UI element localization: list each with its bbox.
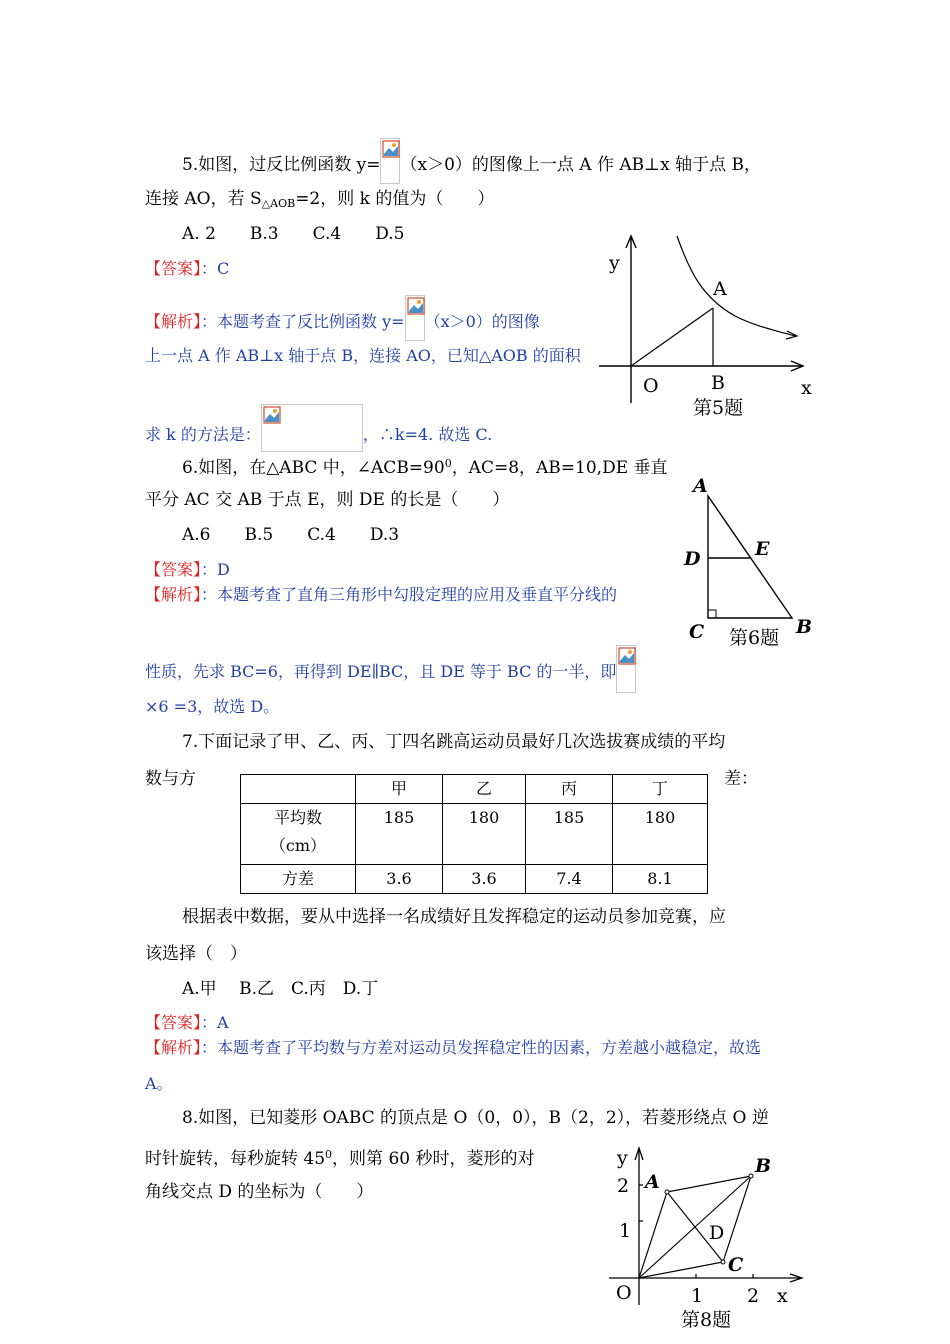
y-label: y xyxy=(617,1147,628,1169)
table-cell: 185 xyxy=(526,804,613,865)
q5-stem-b: （x＞0）的图像上一点 A 作 AB⊥x 轴于点 B， xyxy=(400,155,762,175)
q5-analysis-a: ：本题考查了反比例函数 y= xyxy=(201,312,405,331)
table-header-cell: 丙 xyxy=(526,775,613,804)
point-b-label: B xyxy=(755,1155,772,1177)
point-e-label: E xyxy=(755,538,770,560)
table-cell: 3.6 xyxy=(356,865,443,894)
q7-analysis-line2: A。 xyxy=(145,1074,173,1093)
point-b-label: B xyxy=(796,616,813,638)
q5-analysis-line2: 上一点 A 作 AB⊥x 轴于点 B，连接 AO，已知△AOB 的面积 xyxy=(145,346,581,365)
table-header-cell: 甲 xyxy=(356,775,443,804)
q5-analysis-line1 xyxy=(145,295,540,341)
q5-analysis-d: ，∴k=4. 故选 C. xyxy=(362,425,493,444)
q5-answer-text: ：C xyxy=(201,259,230,278)
broken-image-icon xyxy=(407,297,425,315)
score-table xyxy=(240,774,708,894)
q7-answer xyxy=(145,1012,229,1034)
figure-8 xyxy=(605,1140,805,1334)
point-c-label: C xyxy=(728,1254,744,1276)
q6-answer-tag: 【答案】 xyxy=(145,560,202,579)
point-b-dot xyxy=(749,1174,753,1178)
q5-stem-d: =2，则 k 的值为（ ） xyxy=(295,189,495,209)
q6-analysis-line1 xyxy=(145,584,617,606)
q5-answer xyxy=(145,258,229,280)
q6-answer-text: ：D xyxy=(201,560,230,579)
q7-answer-text: ：A xyxy=(201,1013,229,1032)
formula-image-placeholder xyxy=(616,645,636,693)
figure-8-caption: 第8题 xyxy=(681,1309,732,1331)
figure-6-caption: 第6题 xyxy=(729,627,780,649)
broken-image-icon xyxy=(618,647,636,665)
table-header-row xyxy=(241,775,708,804)
x-label: x xyxy=(777,1285,788,1307)
figure-5 xyxy=(595,228,820,423)
q6-analysis-line2 xyxy=(145,645,636,693)
q8-stem-line3: 角线交点 D 的坐标为（ ） xyxy=(145,1182,374,1202)
point-a-label: A xyxy=(713,278,727,300)
point-d-label: D xyxy=(709,1222,725,1244)
y-tick-label-1: 1 xyxy=(619,1220,632,1242)
q8-stem-b: ，则第 60 秒时，菱形的对 xyxy=(332,1149,535,1169)
q5-stem-line2 xyxy=(145,188,494,215)
table-row xyxy=(241,865,708,894)
table-row-label xyxy=(241,804,356,865)
table-row xyxy=(241,804,708,865)
row-label-line2: （cm） xyxy=(269,836,327,855)
q8-stem-line2 xyxy=(145,1144,535,1170)
q7-stem-line2a: 数与方 xyxy=(145,769,196,789)
formula-image-placeholder xyxy=(405,295,425,341)
figure-5-caption: 第5题 xyxy=(693,397,744,419)
table-header-cell: 丁 xyxy=(613,775,708,804)
q7-analysis-tag: 【解析】 xyxy=(145,1038,202,1057)
q7-answer-tag: 【答案】 xyxy=(145,1013,202,1032)
q5-analysis-line3 xyxy=(145,404,492,452)
q6-options: A.6 B.5 C.4 D.3 xyxy=(182,525,400,545)
origin-label: O xyxy=(643,375,659,397)
q5-options: A. 2 B.3 C.4 D.5 xyxy=(182,224,405,244)
q6-stem-b: ，AC=8，AB=10,DE 垂直 xyxy=(451,458,668,478)
origin-label: O xyxy=(616,1282,632,1304)
q5-stem-line1 xyxy=(182,138,761,184)
q5-stem-c: 连接 AO，若 S xyxy=(145,189,262,209)
q6-superscript: 0 xyxy=(444,457,452,470)
q7-stem-line3: 根据表中数据，要从中选择一名成绩好且发挥稳定的运动员参加竞赛，应 xyxy=(182,907,726,927)
formula-image-placeholder xyxy=(380,138,400,184)
q8-stem-line1: 8.如图，已知菱形 OABC 的顶点是 O（0，0），B（2，2），若菱形绕点 O 逆 xyxy=(182,1108,769,1128)
point-c-dot xyxy=(721,1260,725,1264)
q5-analysis-b: （x＞0）的图像 xyxy=(424,312,540,331)
q5-analysis-c: 求 k 的方法是： xyxy=(145,425,261,444)
point-a-dot xyxy=(665,1190,669,1194)
q7-analysis-line1 xyxy=(145,1037,761,1059)
q8-stem-a: 时针旋转，每秒旋转 45 xyxy=(145,1149,326,1169)
q6-stem-line1 xyxy=(182,453,668,479)
segment-ao xyxy=(631,308,713,366)
right-angle-icon xyxy=(708,610,716,618)
q5-answer-tag: 【答案】 xyxy=(145,259,202,278)
q6-answer xyxy=(145,559,230,581)
figure-6 xyxy=(680,470,820,650)
table-cell: 3.6 xyxy=(443,865,526,894)
table-cell: 180 xyxy=(443,804,526,865)
row-label-line1: 平均数 xyxy=(273,808,322,827)
q5-stem-a: 5.如图，过反比例函数 y= xyxy=(182,155,381,175)
q5-analysis-tag: 【解析】 xyxy=(145,312,202,331)
q6-analysis-a: ：本题考查了直角三角形中勾股定理的应用及垂直平分线的 xyxy=(201,585,618,604)
table-cell: 185 xyxy=(356,804,443,865)
q6-stem-a: 6.如图，在△ABC 中，∠ACB=90 xyxy=(182,458,445,478)
y-label: y xyxy=(609,252,620,274)
table-header-cell: 乙 xyxy=(443,775,526,804)
table-cell: 180 xyxy=(613,804,708,865)
point-c-label: C xyxy=(689,621,705,643)
q8-superscript: 0 xyxy=(325,1148,333,1161)
table-row-label: 方差 xyxy=(241,865,356,894)
q6-analysis-b: 性质，先求 BC=6，再得到 DE∥BC，且 DE 等于 BC 的一半，即 xyxy=(145,662,617,681)
q7-stem-line2b: 差： xyxy=(724,769,758,789)
q7-stem-line1: 7.下面记录了甲、乙、丙、丁四名跳高运动员最好几次选拔赛成绩的平均 xyxy=(182,732,726,752)
y-tick-label-2: 2 xyxy=(617,1175,630,1197)
q7-analysis-a: ：本题考查了平均数与方差对运动员发挥稳定性的因素，方差越小越稳定，故选 xyxy=(201,1038,762,1057)
q5-subscript: △AOB xyxy=(261,197,296,210)
broken-image-icon xyxy=(382,140,400,158)
broken-image-icon xyxy=(263,406,281,424)
x-tick-label-2: 2 xyxy=(747,1285,760,1307)
table-header-cell xyxy=(241,775,356,804)
q7-stem-line4: 该选择（ ） xyxy=(145,944,247,964)
point-d-label: D xyxy=(684,548,701,570)
point-a-label: A xyxy=(693,475,708,497)
table-cell: 7.4 xyxy=(526,865,613,894)
q6-analysis-line3: ×6 =3，故选 D。 xyxy=(145,697,280,716)
q6-analysis-tag: 【解析】 xyxy=(145,585,202,604)
triangle-abc xyxy=(708,496,792,618)
q6-stem-line2: 平分 AC 交 AB 于点 E，则 DE 的长是（ ） xyxy=(145,490,510,510)
table-cell: 8.1 xyxy=(613,865,708,894)
x-tick-label-1: 1 xyxy=(691,1285,704,1307)
point-a-label: A xyxy=(645,1171,660,1193)
point-b-label: B xyxy=(711,372,725,394)
x-label: x xyxy=(801,377,812,399)
formula-image-placeholder xyxy=(261,404,363,452)
q7-options: A.甲 B.乙 C.丙 D.丁 xyxy=(182,979,379,999)
